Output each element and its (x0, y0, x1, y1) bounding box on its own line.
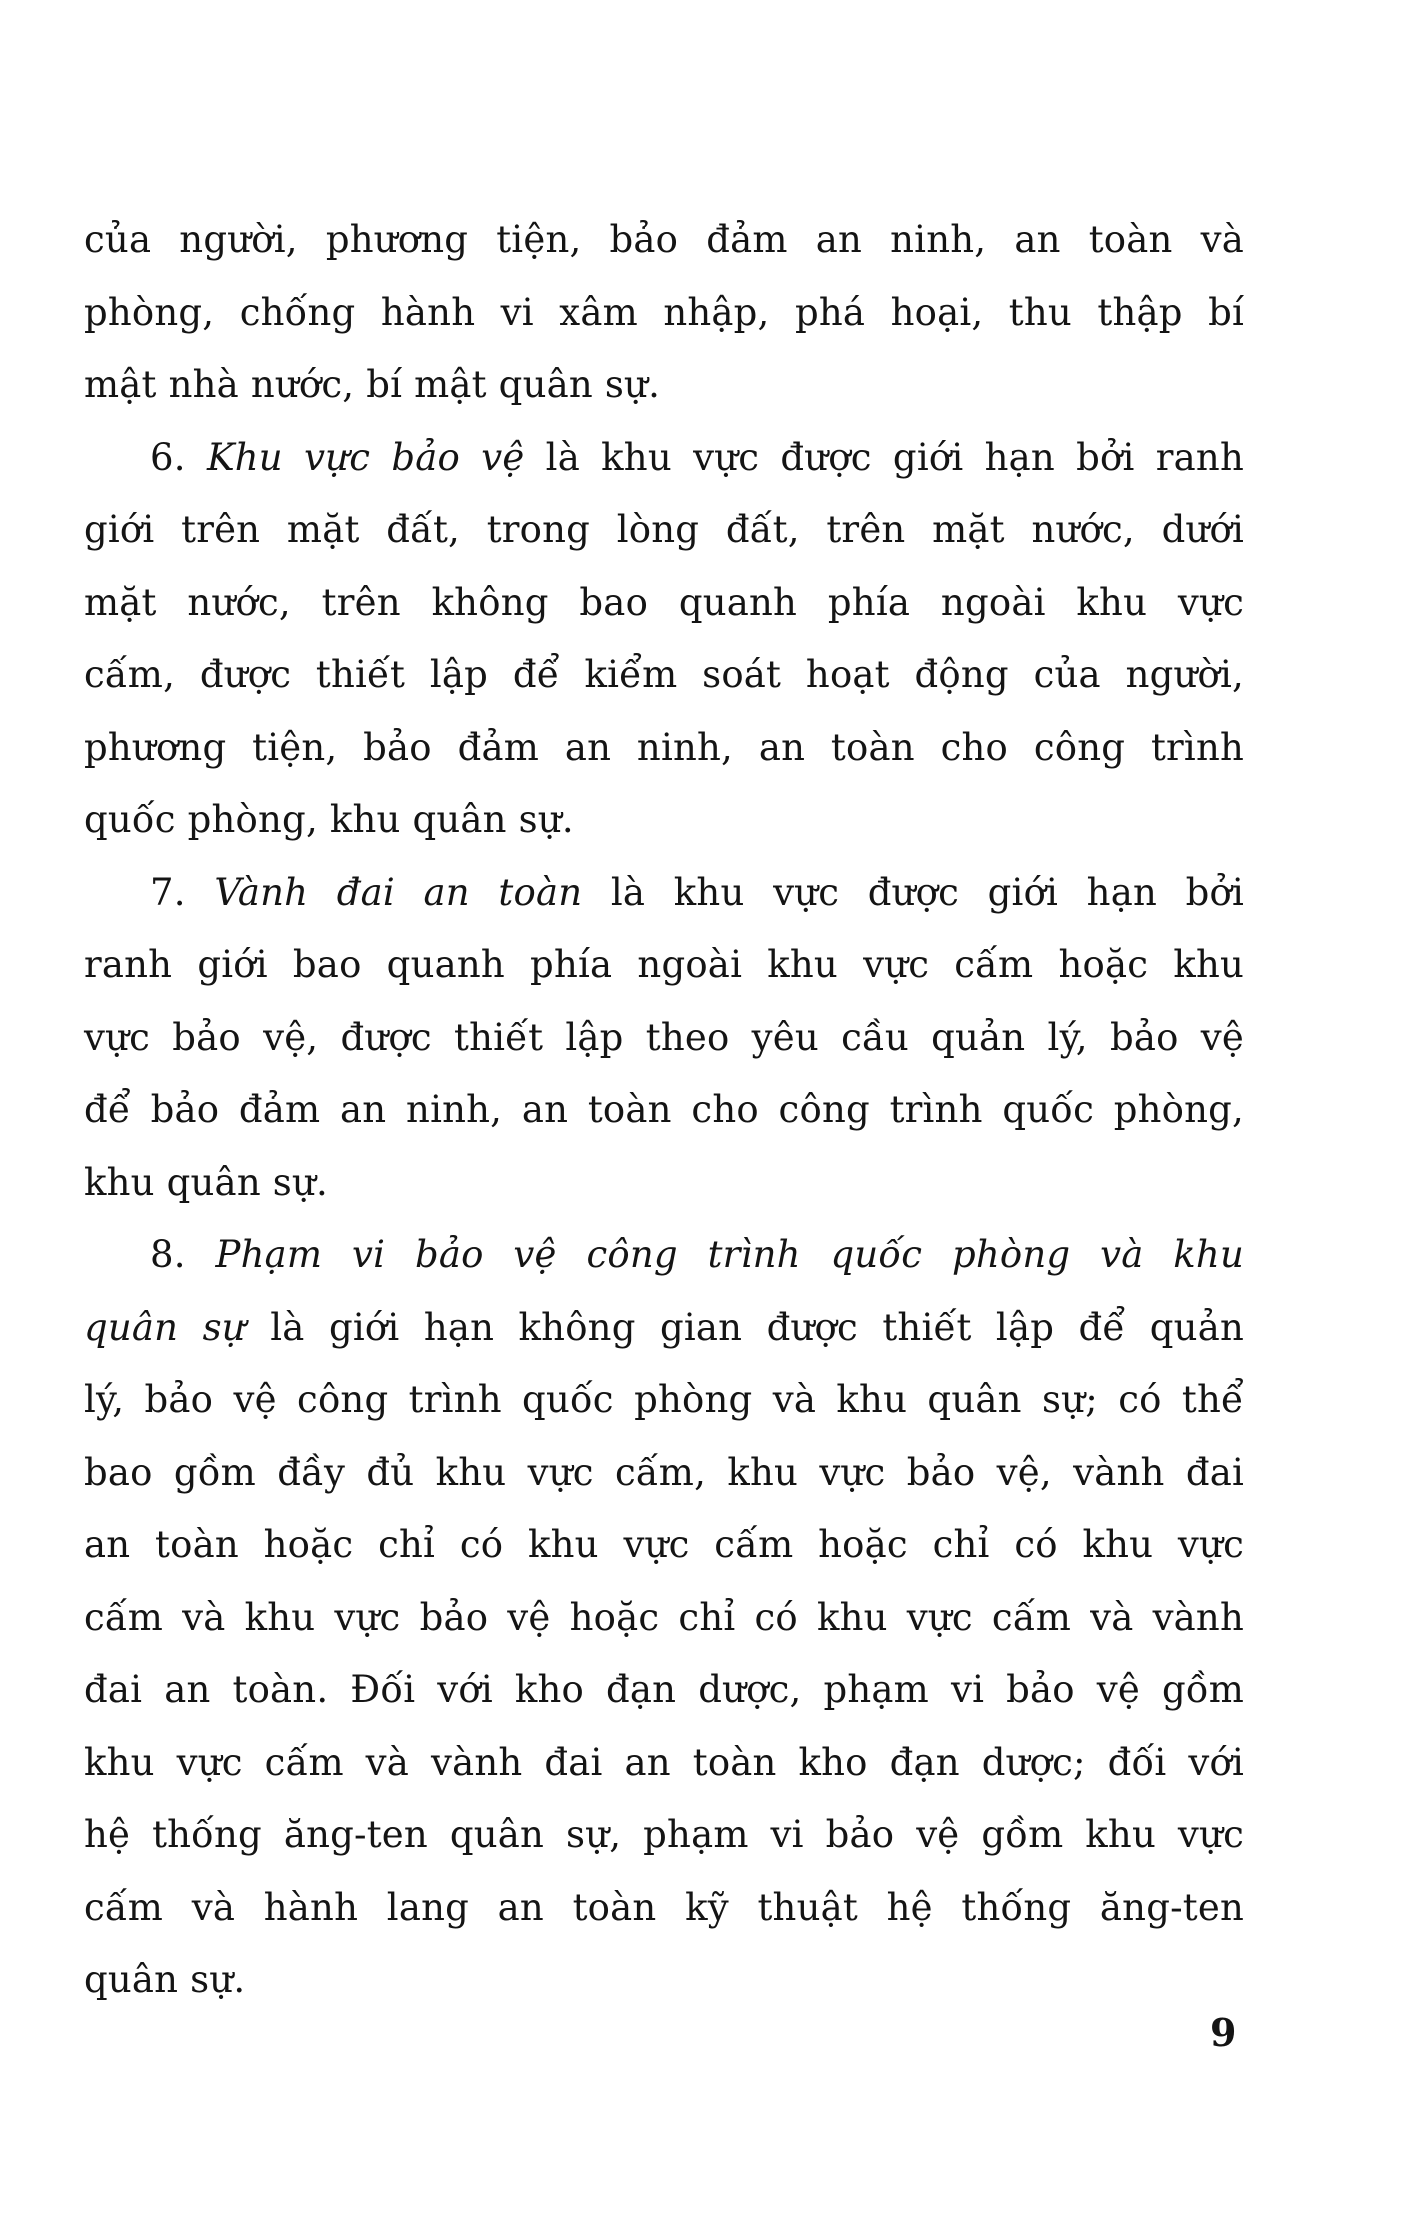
text-line: cấm và khu vực bảo vệ hoặc chỉ có khu vực cấm và vành (84, 1595, 1244, 1639)
intro-paragraph (84, 204, 1244, 422)
definition-item-6 (84, 422, 1244, 857)
text-line: mật nhà nước, bí mật quân sự. (84, 363, 661, 406)
definition-text: là khu vực được giới hạn bởi (610, 870, 1244, 914)
text-line: của người, phương tiện, bảo đảm an ninh, an toàn và (84, 218, 1244, 261)
text-line: hệ thống ăng-ten quân sự, phạm vi bảo vệ gồm khu vực (84, 1813, 1244, 1856)
text-line: ranh giới bao quanh phía ngoài khu vực cấm hoặc khu (84, 943, 1244, 986)
text-line: an toàn hoặc chỉ có khu vực cấm hoặc chỉ có khu vực (84, 1523, 1244, 1566)
text-line: đai an toàn. Đối với kho đạn dược, phạm vi bảo vệ gồm (84, 1668, 1244, 1711)
defined-term: Khu vực bảo vệ (206, 435, 525, 479)
body-text (84, 204, 1244, 2017)
text-line: phòng, chống hành vi xâm nhập, phá hoại, thu thập bí (84, 290, 1244, 334)
text-line: khu vực cấm và vành đai an toàn kho đạn dược; đối với (84, 1740, 1244, 1784)
text-line: bao gồm đầy đủ khu vực cấm, khu vực bảo vệ, vành đai (84, 1450, 1244, 1494)
text-line: cấm, được thiết lập để kiểm soát hoạt động của người, (84, 653, 1244, 696)
text-line (84, 1219, 1244, 1292)
text-line: lý, bảo vệ công trình quốc phòng và khu quân sự; có thể (84, 1378, 1244, 1421)
definition-text: là giới hạn không gian được thiết lập để quản (270, 1305, 1244, 1349)
text-line (84, 857, 1244, 930)
defined-term: Phạm vi bảo vệ công trình quốc phòng và khu (215, 1233, 1244, 1276)
definition-item-8 (84, 1219, 1244, 2017)
text-line (84, 1292, 1244, 1365)
item-number: 8. (150, 1233, 186, 1276)
text-line: khu quân sự. (84, 1160, 328, 1204)
defined-term: quân sự (84, 1305, 246, 1349)
text-line: vực bảo vệ, được thiết lập theo yêu cầu quản lý, bảo vệ (84, 1015, 1244, 1059)
text-line: phương tiện, bảo đảm an ninh, an toàn cho công trình (84, 725, 1244, 769)
definition-item-7 (84, 857, 1244, 1220)
text-line: quân sự. (84, 1958, 246, 2001)
text-line (84, 422, 1244, 495)
text-line: quốc phòng, khu quân sự. (84, 798, 574, 841)
text-line: giới trên mặt đất, trong lòng đất, trên mặt nước, dưới (84, 508, 1244, 551)
item-number: 6. (150, 435, 186, 479)
defined-term: Vành đai an toàn (214, 870, 583, 914)
text-line: mặt nước, trên không bao quanh phía ngoài khu vực (84, 580, 1244, 624)
item-number: 7. (150, 870, 186, 914)
text-line: cấm và hành lang an toàn kỹ thuật hệ thống ăng-ten (84, 1885, 1244, 1929)
page-number: 9 (1210, 2010, 1237, 2055)
definition-text: là khu vực được giới hạn bởi ranh (545, 435, 1244, 479)
text-line: để bảo đảm an ninh, an toàn cho công trình quốc phòng, (84, 1088, 1244, 1131)
